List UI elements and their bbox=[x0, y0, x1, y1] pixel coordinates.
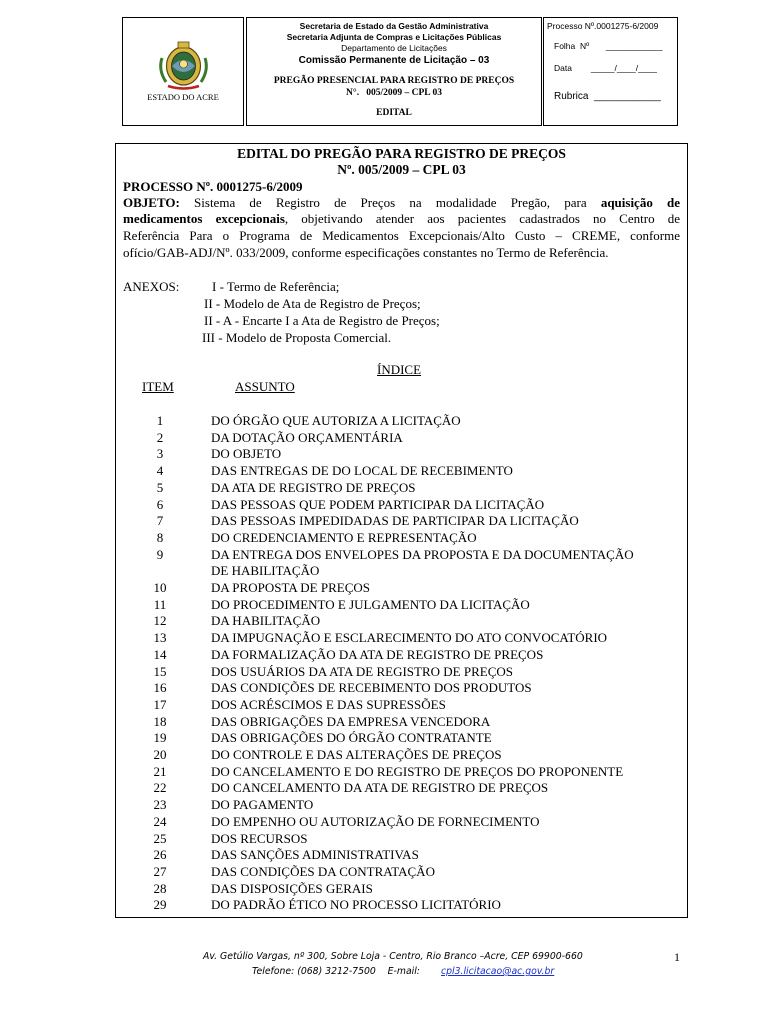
index-item-title: DO CANCELAMENTO E DO REGISTRO DE PREÇOS DO PROPONENTE bbox=[211, 763, 624, 779]
index-item-title: DA DOTAÇÃO ORÇAMENTÁRIA bbox=[211, 429, 403, 445]
objeto-line-1: OBJETO: Sistema de Registro de Preços na modalidade Pregão, para aquisição de bbox=[123, 195, 681, 210]
indice-heading: ÍNDICE bbox=[377, 362, 422, 377]
index-item-title: DA IMPUGNAÇÃO E ESCLARECIMENTO DO ATO CONVOCATÓRIO bbox=[211, 630, 608, 646]
index-item-title: DA HABILITAÇÃO bbox=[211, 613, 321, 629]
index-item-number: 11 bbox=[153, 596, 167, 612]
index-item-title: DA ENTREGA DOS ENVELOPES DA PROPOSTA E DA DOCUMENTAÇÃO bbox=[211, 546, 634, 562]
header-title-box bbox=[246, 17, 542, 126]
index-item-number: 16 bbox=[153, 680, 167, 696]
index-item-title: DO EMPENHO OU AUTORIZAÇÃO DE FORNECIMENTO bbox=[211, 813, 540, 829]
index-item-number: 25 bbox=[153, 830, 167, 846]
pregao-line-2: N°. 005/2009 – CPL 03 bbox=[346, 88, 442, 98]
index-item-title: DAS OBRIGAÇÕES DA EMPRESA VENCEDORA bbox=[211, 713, 491, 729]
page-number: 1 bbox=[674, 950, 680, 964]
anexo-item: III - Modelo de Proposta Comercial. bbox=[202, 330, 392, 345]
index-item-title: DOS USUÁRIOS DA ATA DE REGISTRO DE PREÇOS bbox=[211, 663, 513, 679]
anexo-item: II - A - Encarte I a Ata de Registro de Preços; bbox=[204, 313, 440, 328]
index-item-number: 20 bbox=[153, 747, 167, 762]
index-item-number: 13 bbox=[153, 630, 167, 646]
index-item-title: DOS ACRÉSCIMOS E DAS SUPRESSÕES bbox=[211, 696, 446, 712]
secretaria-adjunta-line: Secretaria Adjunta de Compras e Licitações Públicas bbox=[286, 32, 502, 42]
index-item-title: DA ATA DE REGISTRO DE PREÇOS bbox=[211, 479, 416, 495]
index-item-number: 2 bbox=[156, 429, 164, 445]
estado-label: ESTADO DO ACRE bbox=[147, 92, 219, 102]
item-column-header: ITEM bbox=[142, 379, 174, 394]
index-item-title: DO PAGAMENTO bbox=[211, 797, 314, 813]
pregao-line-1: PREGÃO PRESENCIAL PARA REGISTRO DE PREÇOS bbox=[273, 76, 515, 86]
index-item-number: 6 bbox=[156, 496, 164, 512]
index-item-title-continuation: DE HABILITAÇÃO bbox=[211, 563, 320, 579]
objeto-line-2: medicamentos excepcionais, objetivando atender aos pacientes cadastrados no Centro de bbox=[123, 211, 680, 226]
processo-heading: PROCESSO Nº. 0001275-6/2009 bbox=[123, 179, 303, 194]
index-item-title: DO CREDENCIAMENTO E REPRESENTAÇÃO bbox=[211, 529, 477, 545]
index-item-number: 10 bbox=[153, 580, 167, 595]
index-item-title: DAS PESSOAS IMPEDIDADAS DE PARTICIPAR DA LICITAÇÃO bbox=[211, 513, 579, 529]
index-item-number: 12 bbox=[153, 613, 167, 629]
index-item-title: DO ÓRGÃO QUE AUTORIZA A LICITAÇÃO bbox=[211, 413, 461, 428]
index-item-number: 9 bbox=[156, 546, 164, 562]
assunto-column-header: ASSUNTO bbox=[235, 379, 295, 394]
index-item-number: 22 bbox=[153, 780, 167, 796]
coat-of-arms-icon bbox=[156, 36, 211, 91]
index-item-number: 4 bbox=[156, 463, 164, 479]
folha-field: Folha Nº ____________ bbox=[554, 41, 663, 51]
index-item-number: 17 bbox=[153, 696, 167, 712]
index-item-number: 15 bbox=[153, 663, 167, 679]
objeto-line-4: ofício/GAB-ADJ/Nº. 033/2009, conforme especificações constantes no Termo de Referência. bbox=[123, 245, 609, 260]
index-item-number: 26 bbox=[153, 847, 167, 863]
index-item-number: 19 bbox=[153, 730, 167, 746]
index-item-title: DAS DISPOSIÇÕES GERAIS bbox=[211, 880, 373, 896]
index-item-number: 21 bbox=[153, 763, 167, 779]
index-item-number: 23 bbox=[153, 797, 167, 813]
index-item-title: DAS PESSOAS QUE PODEM PARTICIPAR DA LICITAÇÃO bbox=[211, 496, 545, 512]
index-item-number: 24 bbox=[153, 813, 167, 829]
index-item-number: 27 bbox=[153, 863, 167, 879]
index-item-title: DO CONTROLE E DAS ALTERAÇÕES DE PREÇOS bbox=[211, 747, 502, 762]
data-field: Data _____/____/____ bbox=[554, 63, 658, 73]
document-title-1: EDITAL DO PREGÃO PARA REGISTRO DE PREÇOS bbox=[237, 146, 566, 161]
index-item-title: DO OBJETO bbox=[211, 446, 282, 462]
footer-phone: Telefone: (068) 3212-7500 E-mail: bbox=[252, 966, 420, 977]
secretaria-line: Secretaria de Estado da Gestão Administrativa bbox=[299, 21, 489, 31]
comissao-line: Comissão Permanente de Licitação – 03 bbox=[298, 55, 490, 66]
index-item-title: DO CANCELAMENTO DA ATA DE REGISTRO DE PREÇOS bbox=[211, 780, 549, 796]
index-item-title: DO PADRÃO ÉTICO NO PROCESSO LICITATÓRIO bbox=[211, 897, 501, 913]
index-item-title: DA PROPOSTA DE PREÇOS bbox=[211, 580, 370, 595]
footer-address: Av. Getúlio Vargas, nº 300, Sobre Loja - Centro, Rio Branco –Acre, CEP 69900-660 bbox=[203, 951, 583, 962]
index-item-number: 8 bbox=[156, 529, 164, 545]
index-item-title: DAS CONDIÇÕES DE RECEBIMENTO DOS PRODUTOS bbox=[211, 680, 532, 696]
index-item-title: DAS OBRIGAÇÕES DO ÓRGÃO CONTRATANTE bbox=[211, 730, 492, 746]
anexo-item: II - Modelo de Ata de Registro de Preços; bbox=[204, 296, 421, 311]
index-item-title: DO PROCEDIMENTO E JULGAMENTO DA LICITAÇÃO bbox=[211, 596, 530, 612]
index-item-title: DA FORMALIZAÇÃO DA ATA DE REGISTRO DE PREÇOS bbox=[211, 646, 544, 662]
index-item-number: 29 bbox=[153, 897, 167, 913]
header-logo-box bbox=[122, 17, 244, 126]
index-item-title: DAS SANÇÕES ADMINISTRATIVAS bbox=[211, 847, 419, 863]
objeto-line-3: Referência Para o Programa de Medicamentos Excepcionais/Alto Custo – CREME, conforme bbox=[123, 228, 680, 243]
rubrica-field: Rubrica ____________ bbox=[554, 91, 661, 102]
index-item-number: 18 bbox=[153, 713, 167, 729]
index-item-title: DAS CONDIÇÕES DA CONTRATAÇÃO bbox=[211, 863, 435, 879]
index-item-number: 1 bbox=[156, 413, 164, 428]
departamento-line: Departamento de Licitações bbox=[341, 43, 447, 53]
anexo-item: I - Termo de Referência; bbox=[212, 279, 340, 294]
processo-number: Processo Nº.0001275-6/2009 bbox=[547, 21, 659, 31]
index-item-number: 5 bbox=[156, 479, 164, 495]
index-item-title: DAS ENTREGAS DE DO LOCAL DE RECEBIMENTO bbox=[211, 463, 513, 479]
document-title-2: Nº. 005/2009 – CPL 03 bbox=[337, 162, 466, 177]
index-item-number: 14 bbox=[153, 646, 167, 662]
footer-email-link[interactable]: cpl3.licitacao@ac.gov.br bbox=[441, 966, 555, 977]
edital-label: EDITAL bbox=[376, 108, 412, 118]
index-item-number: 28 bbox=[153, 880, 167, 896]
anexos-label: ANEXOS: bbox=[123, 279, 180, 294]
header-processo-box bbox=[543, 17, 678, 126]
index-item-number: 7 bbox=[156, 513, 164, 529]
index-item-number: 3 bbox=[156, 446, 164, 462]
index-item-title: DOS RECURSOS bbox=[211, 830, 308, 846]
